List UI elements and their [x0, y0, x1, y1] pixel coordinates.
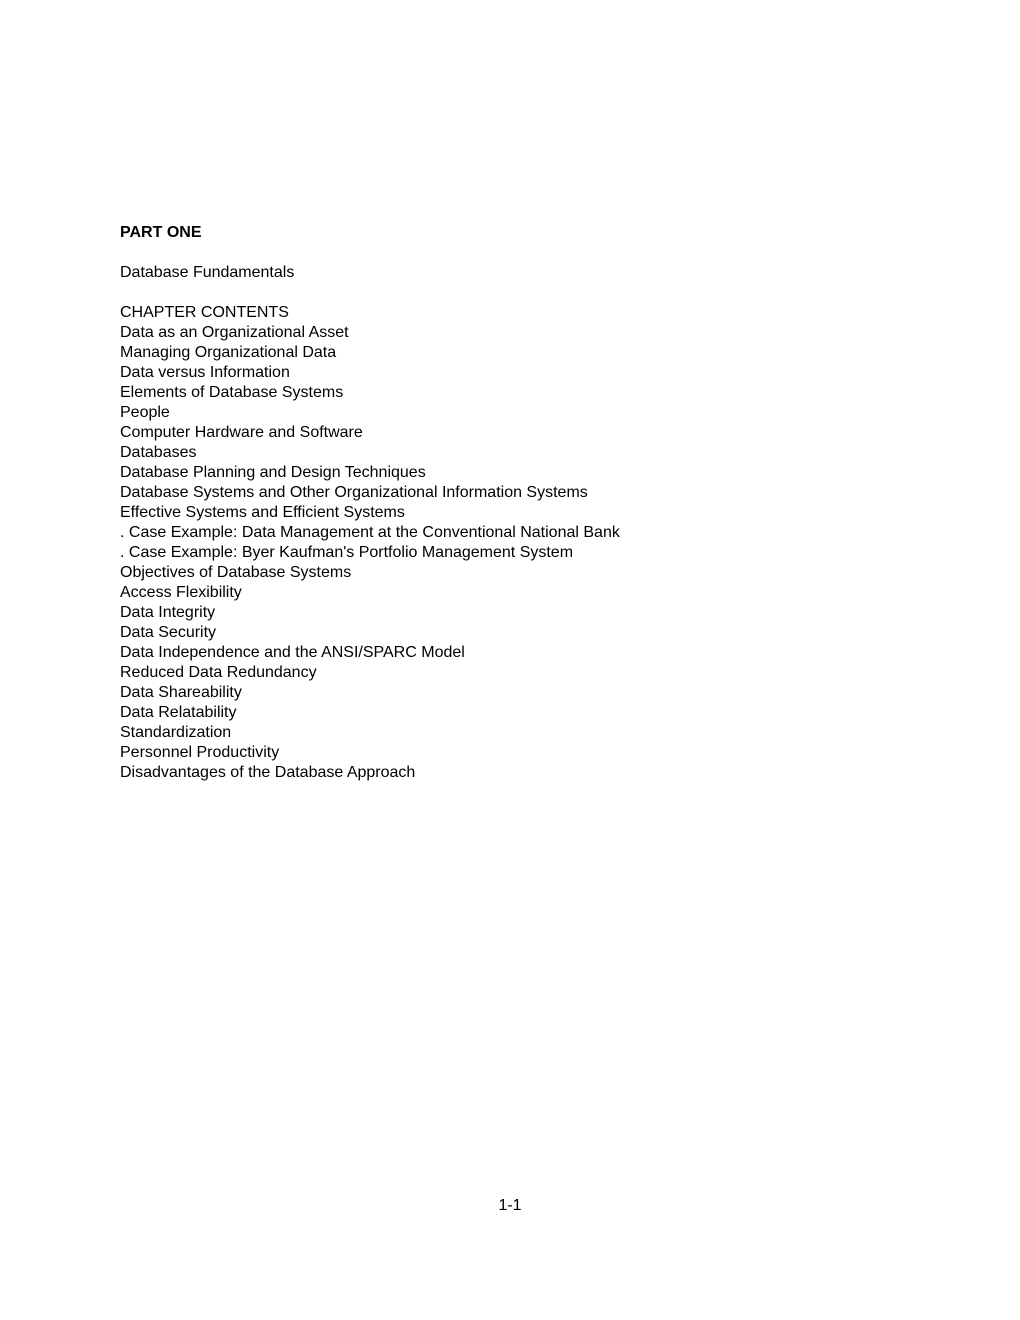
contents-item: Data versus Information [120, 364, 290, 381]
contents-item: Effective Systems and Efficient Systems [120, 504, 405, 521]
page-content [120, 223, 920, 783]
contents-item: People [120, 404, 170, 421]
contents-item: Database Systems and Other Organizational Information Systems [120, 484, 588, 501]
contents-item: Database Planning and Design Techniques [120, 464, 426, 481]
contents-item: Data Independence and the ANSI/SPARC Model [120, 644, 465, 661]
contents-item: Data as an Organizational Asset [120, 324, 349, 341]
contents-item: Reduced Data Redundancy [120, 664, 317, 681]
spacer [120, 283, 920, 303]
contents-item: Standardization [120, 724, 232, 741]
contents-item: Personnel Productivity [120, 744, 280, 761]
contents-item: Managing Organizational Data [120, 344, 337, 361]
contents-item: Databases [120, 444, 197, 461]
contents-item: Data Security [120, 624, 217, 641]
contents-item: . Case Example: Byer Kaufman's Portfolio Management System [120, 544, 574, 561]
contents-item: Disadvantages of the Database Approach [120, 764, 416, 781]
contents-item: . Case Example: Data Management at the Conventional National Bank [120, 524, 620, 541]
contents-item: Objectives of Database Systems [120, 564, 352, 581]
contents-item: Data Shareability [120, 684, 242, 701]
contents-item: Computer Hardware and Software [120, 424, 363, 441]
part-label: PART ONE [120, 224, 202, 241]
contents-item: Data Integrity [120, 604, 216, 621]
part-title: Database Fundamentals [120, 264, 295, 281]
contents-heading: CHAPTER CONTENTS [120, 304, 289, 321]
spacer [120, 243, 920, 263]
chapter-contents-list [120, 323, 920, 783]
page-number: 1-1 [498, 1197, 522, 1214]
contents-item: Access Flexibility [120, 584, 242, 601]
contents-item: Elements of Database Systems [120, 384, 344, 401]
contents-item: Data Relatability [120, 704, 237, 721]
